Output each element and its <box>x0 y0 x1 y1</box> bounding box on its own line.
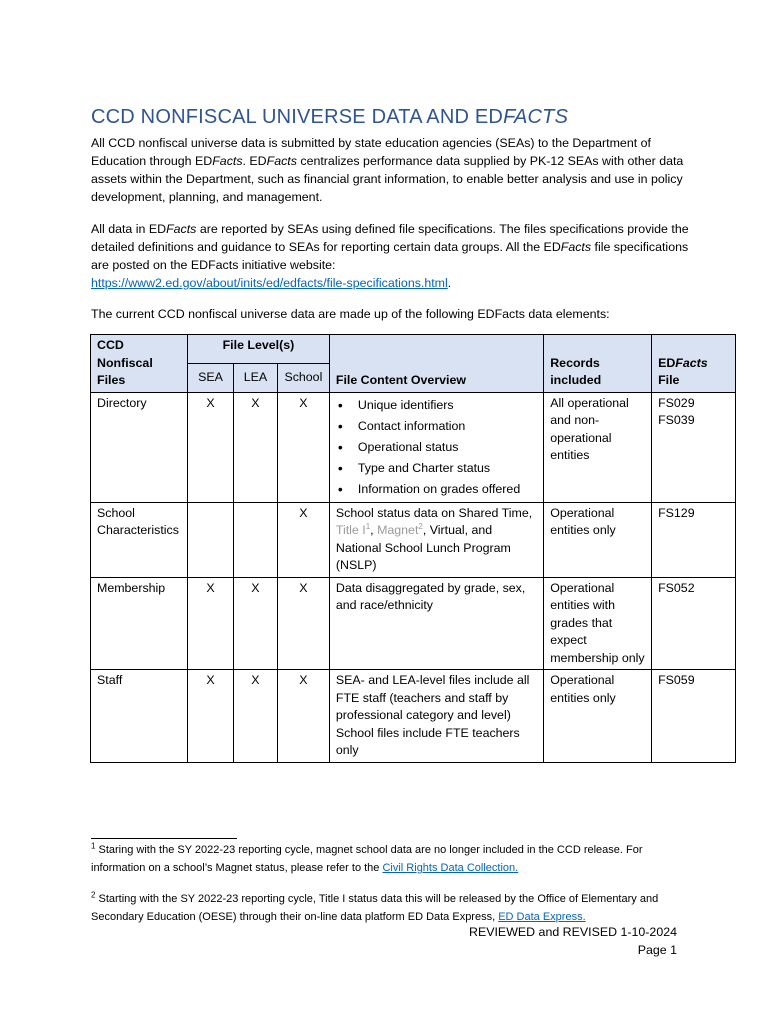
list-item: • Operational status <box>336 437 537 458</box>
table-intro-paragraph: The current CCD nonfiscal universe data are made up of the following EDFacts data elements: <box>91 307 610 321</box>
footnote-separator <box>91 838 237 839</box>
cell-edfacts-file: FS029 FS039 <box>652 392 736 502</box>
cell-edfacts-file: FS129 <box>652 502 736 577</box>
cell-overview: SEA- and LEA-level files include all FTE staff (teachers and staff by professional category and level) School files include FTE teachers only <box>329 670 543 763</box>
cell-school: X <box>277 392 329 502</box>
header-lea: LEA <box>233 363 277 392</box>
cell-sea: X <box>187 670 233 763</box>
list-item: • Unique identifiers <box>336 395 537 416</box>
header-file-content-overview: File Content Overview <box>329 335 543 393</box>
header-edfacts-file: EDFacts File <box>652 335 736 393</box>
header-records-included: Records included <box>544 335 652 393</box>
cell-school: X <box>277 577 329 670</box>
cell-lea: X <box>233 577 277 670</box>
page-title: CCD NONFISCAL UNIVERSE DATA AND EDFACTS <box>91 106 569 128</box>
table-row-directory <box>91 392 736 502</box>
cell-overview <box>329 392 543 502</box>
header-ccd-files: CCD Nonfiscal Files <box>91 335 188 393</box>
cell-file-name: Staff <box>91 670 188 763</box>
cell-sea: X <box>187 392 233 502</box>
cell-school: X <box>277 502 329 577</box>
intro-paragraph: All CCD nonfiscal universe data is submitted by state education agencies (SEAs) to the Department of Education through EDFacts. EDFacts centralizes performance data supplied by PK-12 SEAs with other data assets within the Department, such as financial grant information, to enable better analysis and use in policy development, planning, and management. <box>91 136 684 204</box>
cell-edfacts-file: FS059 <box>652 670 736 763</box>
table-row-school-characteristics <box>91 502 736 577</box>
list-item: • Type and Charter status <box>336 458 537 479</box>
cell-lea <box>233 502 277 577</box>
list-item: • Contact information <box>336 416 537 437</box>
table-row-staff <box>91 670 736 763</box>
footnote-2: $^2$ Starting with the SY 2022-23 reporting cycle, Title I status data this will be released by the Office of Elementary and Secondary Education (OESE) through their on-line data platform ED Data Express, ED Data Express. <box>91 890 659 923</box>
cell-sea <box>187 502 233 577</box>
cell-records: Operational entities only <box>544 670 652 763</box>
page-number: Page 1 <box>637 943 677 957</box>
file-specifications-link[interactable]: https://www2.ed.gov/about/inits/ed/edfacts/file-specifications.html <box>91 276 448 290</box>
list-item: • Information on grades offered <box>336 479 537 500</box>
cell-school: X <box>277 670 329 763</box>
ccd-data-elements-table <box>90 334 736 763</box>
civil-rights-data-collection-link[interactable]: Civil Rights Data Collection. <box>382 862 519 874</box>
cell-overview: School status data on Shared Time, Title $I^1$, Magnet$^2$, Virtual, and National School Lunch Program (NSLP) <box>329 502 543 577</box>
ed-data-express-link[interactable]: ED Data Express. <box>498 911 586 923</box>
directory-bullet-list <box>336 395 537 500</box>
cell-edfacts-file: FS052 <box>652 577 736 670</box>
table-row-membership <box>91 577 736 670</box>
table-header-row <box>91 335 736 364</box>
cell-records: Operational entities only <box>544 502 652 577</box>
file-spec-paragraph: All data in EDFacts are reported by SEAs using defined file specifications. The files specifications provide the detailed definitions and guidance to SEAs for reporting certain data groups. All the EDFacts file specifications are posted on the EDFacts initiative website: https://www2.ed.gov/about/inits/ed/edfacts/file-specifications.html. <box>91 222 689 290</box>
cell-file-name: School Characteristics <box>91 502 188 577</box>
cell-file-name: Directory <box>91 392 188 502</box>
header-file-levels: File Level(s) <box>187 335 329 364</box>
cell-lea: X <box>233 392 277 502</box>
cell-records: All operational and non-operational entities <box>544 392 652 502</box>
footnote-1: $^1$ Staring with the SY 2022-23 reporting cycle, magnet school data are no longer included in the CCD release. For information on a school’s Magnet status, please refer to the Civil Rights Data Collection. <box>91 841 643 874</box>
cell-records: Operational entities with grades that expect membership only <box>544 577 652 670</box>
header-sea: SEA <box>187 363 233 392</box>
cell-file-name: Membership <box>91 577 188 670</box>
header-school: School <box>277 363 329 392</box>
revision-date: REVIEWED and REVISED 1-10-2024 <box>469 925 677 939</box>
cell-lea: X <box>233 670 277 763</box>
cell-overview: Data disaggregated by grade, sex, and race/ethnicity <box>329 577 543 670</box>
cell-sea: X <box>187 577 233 670</box>
